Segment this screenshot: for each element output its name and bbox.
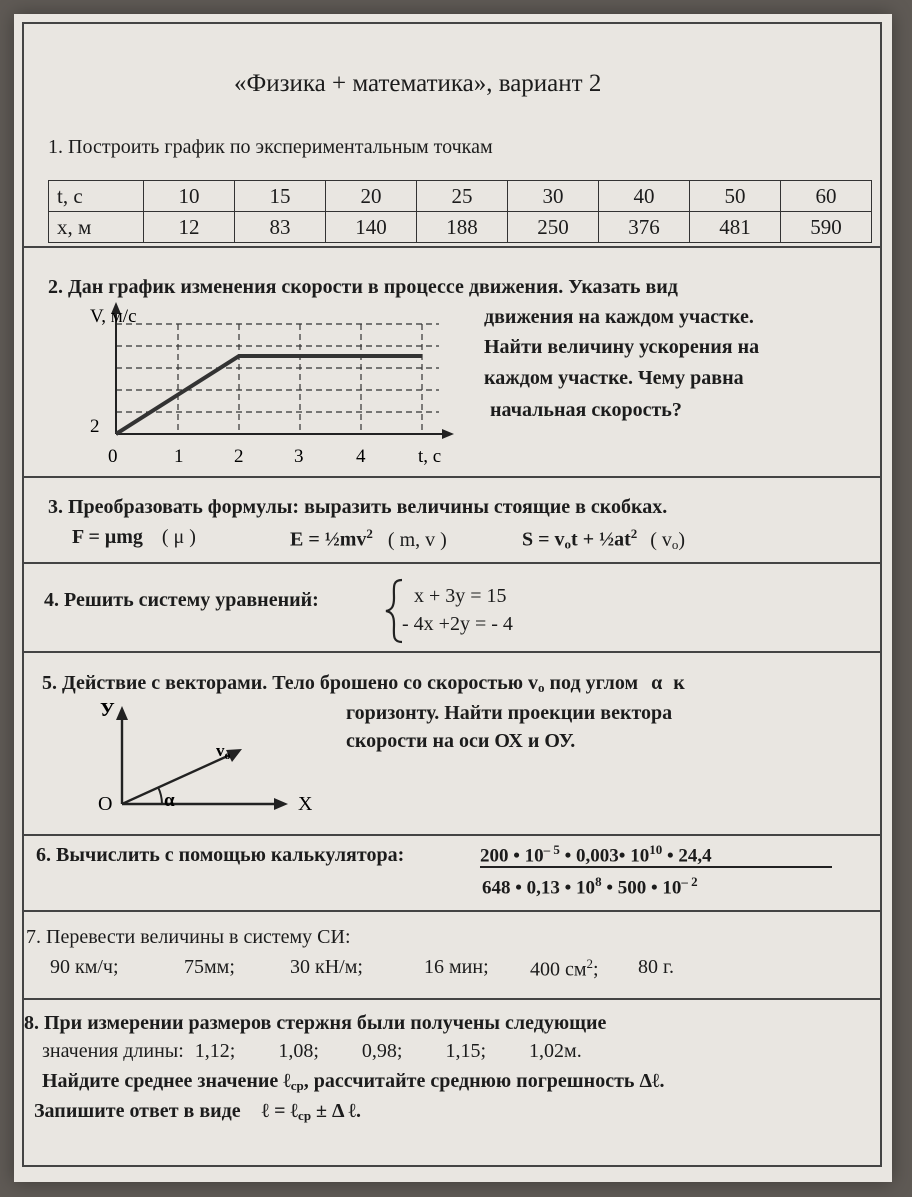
formula-force xyxy=(72,526,196,549)
formula-distance-rest: t + ½at xyxy=(571,528,631,551)
den-part-b: • 500 • 10 xyxy=(606,877,682,899)
table-cell: 20 xyxy=(326,181,417,212)
table-cell: 481 xyxy=(690,212,781,243)
task-5-line2: горизонту. Найти проекции вектора xyxy=(346,702,673,724)
formula-distance xyxy=(522,526,685,553)
subscript: ср xyxy=(298,1108,312,1123)
task-5-line1-c: к xyxy=(673,672,685,694)
fraction-denominator xyxy=(482,874,698,899)
fraction-bar xyxy=(480,866,832,868)
table-row xyxy=(49,181,872,212)
table-cell: 25 xyxy=(417,181,508,212)
num-part-a: 200 • 10 xyxy=(480,845,544,867)
table-cell: 250 xyxy=(508,212,599,243)
var-open: ( v xyxy=(650,528,672,551)
formula-force-var: ( μ ) xyxy=(161,526,196,548)
angle-label: α xyxy=(164,790,175,811)
experiment-table xyxy=(48,180,872,243)
task-6-text: 6. Вычислить с помощью калькулятора: xyxy=(36,844,405,866)
table-cell: 12 xyxy=(144,212,235,243)
divider xyxy=(24,651,880,653)
length-value: 1,08; xyxy=(278,1040,319,1062)
worksheet-frame xyxy=(22,22,882,1167)
formula-energy-var: ( m, v ) xyxy=(387,528,447,551)
formula-energy-expr: E = ½mv xyxy=(290,528,367,551)
table-cell: 10 xyxy=(144,181,235,212)
task-8-line3-a: Найдите среднее значение xyxy=(42,1070,279,1092)
task-2-line3: Найти величину ускорения на xyxy=(484,336,760,358)
graph-x-tick: 0 xyxy=(108,446,118,466)
task-3-text: 3. Преобразовать формулы: выразить величины стоящие в скобках. xyxy=(48,496,668,518)
subscript: o xyxy=(671,536,679,552)
origin-label: О xyxy=(98,793,113,815)
vector-diagram xyxy=(92,696,312,826)
table-cell: 60 xyxy=(781,181,872,212)
page-title: «Физика + математика», вариант 2 xyxy=(234,70,602,97)
formula-distance-s: S = v xyxy=(522,528,565,551)
divider xyxy=(24,246,880,248)
length-value: 1,12; xyxy=(194,1040,236,1062)
divider xyxy=(24,562,880,564)
subscript: o xyxy=(564,536,572,552)
task-4-text: 4. Решить систему уравнений: xyxy=(44,589,319,611)
power: 10 xyxy=(649,842,663,857)
num-part-c: • 24,4 xyxy=(666,845,712,867)
formula-energy xyxy=(290,526,447,552)
power: 2 xyxy=(586,956,594,971)
vector-letter: v xyxy=(216,741,225,760)
si-item: 16 мин; xyxy=(424,956,489,978)
velocity-symbol xyxy=(528,672,545,694)
row-label-t: t, c xyxy=(49,181,144,212)
v-letter: v xyxy=(528,672,538,694)
task-8-line4-a: Запишите ответ в виде xyxy=(34,1100,241,1122)
vector-subscript: o xyxy=(224,748,231,762)
table-cell: 15 xyxy=(235,181,326,212)
velocity-graph xyxy=(74,296,464,466)
task-8-line3 xyxy=(42,1070,665,1094)
task-8-line2 xyxy=(42,1040,582,1063)
x-axis-label: Х xyxy=(298,793,312,815)
power: 2 xyxy=(630,526,638,541)
graph-y-tick: 2 xyxy=(90,416,100,437)
subscript: o xyxy=(538,680,545,695)
task-8-line3-b: , рассчитайте среднюю погрешность xyxy=(303,1070,635,1092)
si-item: 90 км/ч; xyxy=(50,956,119,978)
task-2-line2: движения на каждом участке. xyxy=(484,306,754,328)
graph-x-tick: 1 xyxy=(174,446,184,466)
den-part-a: 648 • 0,13 • 10 xyxy=(482,877,596,899)
subscript: ср xyxy=(290,1078,304,1093)
task-8-line4 xyxy=(34,1100,361,1124)
power: – 2 xyxy=(681,874,698,889)
l-letter: ℓ xyxy=(283,1070,291,1092)
table-row xyxy=(49,212,872,243)
table-cell: 376 xyxy=(599,212,690,243)
area-value: 400 см xyxy=(530,958,587,981)
y-axis-label: У xyxy=(100,699,115,721)
power: 2 xyxy=(366,526,373,541)
table-cell: 140 xyxy=(326,212,417,243)
area-end: ; xyxy=(593,958,599,981)
task-1-text: 1. Построить график по экспериментальным точкам xyxy=(48,136,493,158)
table-cell: 50 xyxy=(690,181,781,212)
fraction-numerator xyxy=(480,842,712,867)
values-label: значения длины: xyxy=(42,1040,184,1062)
formula-main: ℓ = ℓ xyxy=(261,1100,299,1122)
si-item: 30 кН/м; xyxy=(290,956,363,978)
divider xyxy=(24,910,880,912)
power: – 5 xyxy=(543,842,560,857)
task-5-line1 xyxy=(42,672,685,696)
power: 8 xyxy=(595,874,602,889)
divider xyxy=(24,476,880,478)
formula-end: ± Δ ℓ. xyxy=(316,1100,361,1122)
delta-l: Δℓ. xyxy=(639,1070,665,1092)
formula-force-expr: F = μmg xyxy=(72,526,143,548)
task-5-line3: скорости на оси ОХ и ОУ. xyxy=(346,730,576,752)
formula-distance-var xyxy=(650,529,685,551)
graph-x-label: t, c xyxy=(418,446,442,466)
task-5-line1-a: 5. Действие с векторами. Тело брошено со скоростью xyxy=(42,672,523,694)
length-value: 1,15; xyxy=(445,1040,487,1062)
table-cell: 590 xyxy=(781,212,872,243)
table-cell: 40 xyxy=(599,181,690,212)
length-value: 0,98; xyxy=(361,1040,403,1062)
equation-2: - 4x +2y = - 4 xyxy=(402,613,513,635)
si-item-area xyxy=(530,956,599,982)
task-2-line5: начальная скорость? xyxy=(490,399,682,421)
answer-formula xyxy=(262,1100,361,1122)
var-close: ) xyxy=(678,528,686,551)
table-cell: 83 xyxy=(235,212,326,243)
graph-y-label: V, м/с xyxy=(90,306,137,327)
task-2-line4: каждом участке. Чему равна xyxy=(484,367,744,389)
task-5-line1-b: под углом xyxy=(549,672,639,694)
alpha-symbol: α xyxy=(651,672,663,694)
graph-x-tick: 3 xyxy=(294,446,304,466)
length-value: 1,02м. xyxy=(529,1040,582,1062)
graph-x-tick: 4 xyxy=(356,446,366,466)
si-item: 75мм; xyxy=(184,956,235,978)
table-cell: 188 xyxy=(417,212,508,243)
divider xyxy=(24,834,880,836)
task-8-line1: 8. При измерении размеров стержня были получены следующие xyxy=(24,1012,607,1034)
row-label-x: x, м xyxy=(49,212,144,243)
si-item: 80 г. xyxy=(638,956,674,978)
vector-label xyxy=(216,741,231,762)
worksheet-page xyxy=(14,14,892,1182)
graph-x-tick: 2 xyxy=(234,446,244,466)
equation-1: x + 3y = 15 xyxy=(414,585,507,607)
task-7-text: 7. Перевести величины в систему СИ: xyxy=(26,926,351,948)
divider xyxy=(24,998,880,1000)
table-cell: 30 xyxy=(508,181,599,212)
num-part-b: • 0,003• 10 xyxy=(564,845,650,867)
task-2-line1: 2. Дан график изменения скорости в процессе движения. Указать вид xyxy=(48,276,678,298)
mean-symbol xyxy=(283,1070,304,1092)
